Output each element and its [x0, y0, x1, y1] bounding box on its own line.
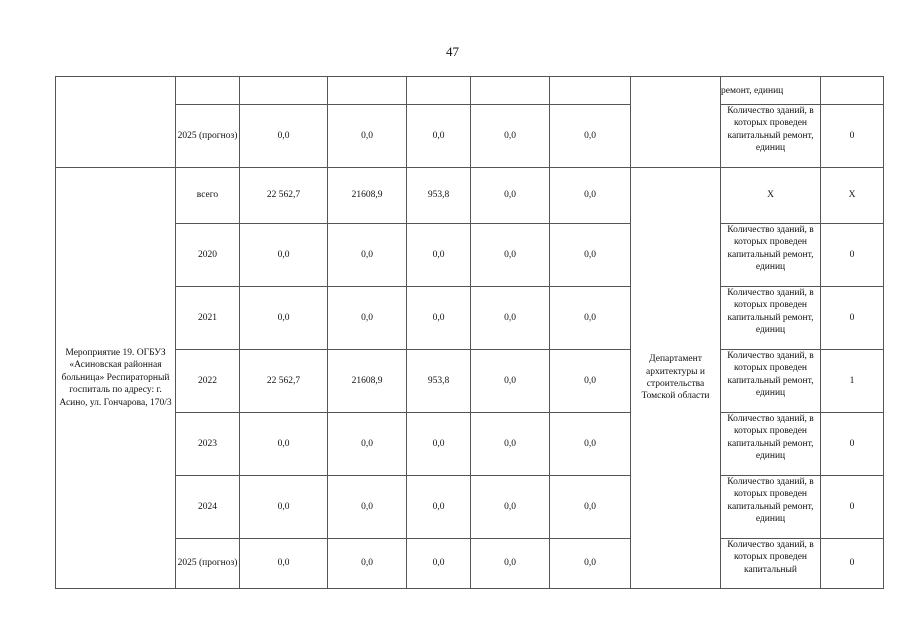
value-cell: 0,0	[240, 105, 328, 168]
value-cell: 0,0	[471, 350, 550, 413]
indicator-tail: ремонт, единиц	[721, 86, 784, 97]
value-cell: 0,0	[471, 413, 550, 476]
value-cell: 0,0	[471, 476, 550, 539]
period-cell: 2023	[176, 413, 240, 476]
indicator-cell: Количество зданий, в которых проведен капитальный ремонт, единиц	[727, 477, 814, 525]
value-cell: 0,0	[328, 413, 407, 476]
value-cell: 0,0	[240, 539, 328, 589]
indicator-value-cell: 0	[821, 539, 884, 589]
indicator-cell: Количество зданий, в которых проведен капитальный ремонт, единиц	[727, 351, 814, 399]
budget-table	[55, 76, 884, 589]
value-cell: 0,0	[550, 224, 631, 287]
continuation-row-top	[56, 77, 884, 105]
indicator-cell: Количество зданий, в которых проведен капитальный ремонт, единиц	[727, 225, 814, 273]
measure-name-cell: Мероприятие 19. ОГБУЗ «Асиновская районная больница» Респираторный госпиталь по адресу: г. Асино, ул. Гончарова, 170/3	[56, 168, 176, 589]
value-cell: 0,0	[328, 224, 407, 287]
value-cell: 0,0	[240, 287, 328, 350]
value-cell: 0,0	[550, 539, 631, 589]
value-cell: 0,0	[328, 105, 407, 168]
table-row	[56, 287, 884, 350]
value-cell: 0,0	[407, 413, 471, 476]
value-cell: 0,0	[240, 224, 328, 287]
value-cell: 953,8	[407, 168, 471, 224]
indicator-value-cell: 0	[821, 413, 884, 476]
indicator-value-cell: 0	[821, 287, 884, 350]
period-cell: 2025 (прогноз)	[176, 539, 240, 589]
value-cell: 0,0	[407, 287, 471, 350]
value-cell: 0,0	[240, 413, 328, 476]
empty-name-cell	[56, 77, 176, 168]
period-cell: 2021	[176, 287, 240, 350]
value-cell: 0,0	[550, 287, 631, 350]
value-cell: 0,0	[407, 105, 471, 168]
value-cell: 0,0	[407, 224, 471, 287]
value-cell: 0,0	[328, 476, 407, 539]
indicator-cell: Количество зданий, в которых проведен капитальный ремонт, единиц	[727, 414, 814, 462]
period-cell: 2024	[176, 476, 240, 539]
value-cell: 0,0	[550, 413, 631, 476]
table-row	[56, 413, 884, 476]
indicator-cell: Количество зданий, в которых проведен капитальный	[727, 540, 814, 575]
table-row	[56, 105, 884, 168]
value-cell: 0,0	[471, 539, 550, 589]
value-cell: 0,0	[328, 287, 407, 350]
empty-department-cell	[631, 77, 721, 168]
indicator-value-cell: 1	[821, 350, 884, 413]
department-cell: Департамент архитектуры и строительства Томской области	[631, 168, 721, 589]
indicator-cell: Х	[721, 168, 821, 224]
table-row	[56, 168, 884, 224]
value-cell: 953,8	[407, 350, 471, 413]
indicator-value-cell: 0	[821, 105, 884, 168]
value-cell: 0,0	[240, 476, 328, 539]
period-cell: 2025 (прогноз)	[176, 105, 240, 168]
table-row	[56, 476, 884, 539]
value-cell: 0,0	[471, 224, 550, 287]
page-number: 47	[446, 44, 459, 59]
value-cell: 0,0	[550, 476, 631, 539]
value-cell: 21608,9	[328, 168, 407, 224]
value-cell: 22 562,7	[240, 350, 328, 413]
value-cell: 21608,9	[328, 350, 407, 413]
value-cell: 0,0	[328, 539, 407, 589]
value-cell: 0,0	[471, 105, 550, 168]
indicator-cell: Количество зданий, в которых проведен капитальный ремонт, единиц	[727, 288, 814, 336]
indicator-value-cell: 0	[821, 224, 884, 287]
period-cell: 2022	[176, 350, 240, 413]
value-cell: 22 562,7	[240, 168, 328, 224]
indicator-value-cell: Х	[821, 168, 884, 224]
table-row	[56, 350, 884, 413]
value-cell: 0,0	[407, 539, 471, 589]
period-cell: всего	[176, 168, 240, 224]
table-row	[56, 224, 884, 287]
value-cell: 0,0	[550, 168, 631, 224]
period-cell: 2020	[176, 224, 240, 287]
value-cell: 0,0	[550, 105, 631, 168]
indicator-cell: Количество зданий, в которых проведен капитальный ремонт, единиц	[727, 106, 814, 154]
value-cell: 0,0	[550, 350, 631, 413]
value-cell: 0,0	[471, 287, 550, 350]
value-cell: 0,0	[407, 476, 471, 539]
indicator-value-cell: 0	[821, 476, 884, 539]
table-row	[56, 539, 884, 589]
value-cell: 0,0	[471, 168, 550, 224]
